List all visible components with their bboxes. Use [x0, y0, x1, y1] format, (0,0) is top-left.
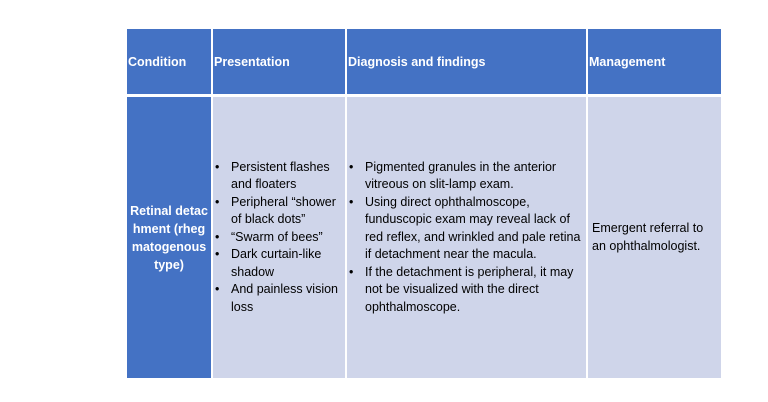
list-item: • And painless vision loss	[213, 281, 345, 316]
management-text: Emergent referral to an ophthalmologist.	[592, 221, 704, 253]
condition-text: Retinal detachment (rhegmatogenous type)	[130, 203, 208, 272]
header-management: Management	[588, 29, 721, 94]
list-item: • Pigmented granules in the anterior vitreous on slit-lamp exam.	[347, 159, 586, 194]
list-item: • Peripheral “shower of black dots”	[213, 194, 345, 229]
header-presentation: Presentation	[213, 29, 345, 94]
diagnosis-list	[347, 159, 586, 317]
list-item: • “Swarm of bees”	[213, 229, 345, 247]
condition-cell	[127, 97, 211, 378]
clinical-table	[127, 29, 715, 375]
diagnosis-cell	[347, 97, 586, 378]
list-item: • Dark curtain-like shadow	[213, 246, 345, 281]
header-condition: Condition	[127, 29, 211, 94]
presentation-cell	[213, 97, 345, 378]
list-item: • Using direct ophthalmoscope, funduscopic exam may reveal lack of red reflex, and wrinkled and pale retina if detachment near the macula.	[347, 194, 586, 264]
list-item: • If the detachment is peripheral, it may not be visualized with the direct ophthalmoscope.	[347, 264, 586, 317]
list-item: • Persistent flashes and floaters	[213, 159, 345, 194]
management-cell	[588, 97, 721, 378]
presentation-list	[213, 159, 345, 317]
header-diagnosis: Diagnosis and findings	[347, 29, 586, 94]
